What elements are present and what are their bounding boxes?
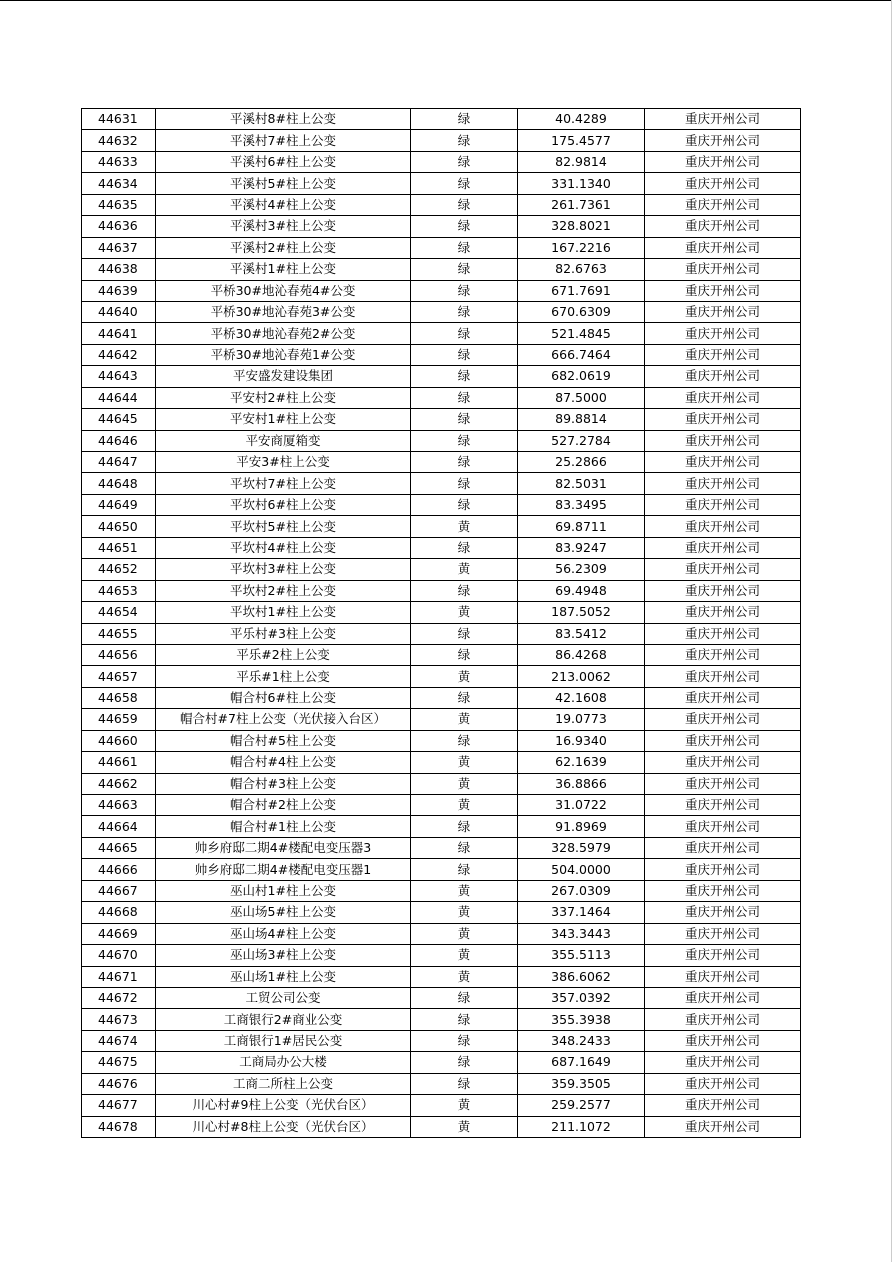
status-color-cell: 绿 bbox=[411, 301, 518, 322]
table-row bbox=[82, 430, 801, 451]
page-top-border bbox=[0, 0, 892, 1]
status-color-cell: 黄 bbox=[411, 602, 518, 623]
table-body bbox=[82, 109, 801, 1138]
table-row bbox=[82, 966, 801, 987]
transformer-name-cell: 巫山场1#柱上公变 bbox=[156, 966, 411, 987]
status-color-cell: 黄 bbox=[411, 795, 518, 816]
value-cell: 42.1608 bbox=[518, 687, 645, 708]
status-color-cell: 绿 bbox=[411, 644, 518, 665]
company-cell: 重庆开州公司 bbox=[645, 709, 801, 730]
transformer-name-cell: 平乐#2柱上公变 bbox=[156, 644, 411, 665]
company-cell: 重庆开州公司 bbox=[645, 580, 801, 601]
transformer-name-cell: 平溪村3#柱上公变 bbox=[156, 216, 411, 237]
value-cell: 175.4577 bbox=[518, 130, 645, 151]
table-row bbox=[82, 151, 801, 172]
status-color-cell: 绿 bbox=[411, 194, 518, 215]
value-cell: 348.2433 bbox=[518, 1030, 645, 1051]
row-id-cell: 44641 bbox=[82, 323, 156, 344]
table-row bbox=[82, 1030, 801, 1051]
value-cell: 87.5000 bbox=[518, 387, 645, 408]
company-cell: 重庆开州公司 bbox=[645, 301, 801, 322]
transformer-name-cell: 帅乡府邸二期4#楼配电变压器1 bbox=[156, 859, 411, 880]
transformer-name-cell: 平溪村6#柱上公变 bbox=[156, 151, 411, 172]
company-cell: 重庆开州公司 bbox=[645, 280, 801, 301]
table-row bbox=[82, 709, 801, 730]
row-id-cell: 44671 bbox=[82, 966, 156, 987]
table-row bbox=[82, 280, 801, 301]
row-id-cell: 44660 bbox=[82, 730, 156, 751]
value-cell: 355.5113 bbox=[518, 945, 645, 966]
company-cell: 重庆开州公司 bbox=[645, 559, 801, 580]
table-row bbox=[82, 795, 801, 816]
company-cell: 重庆开州公司 bbox=[645, 430, 801, 451]
row-id-cell: 44632 bbox=[82, 130, 156, 151]
table-row bbox=[82, 237, 801, 258]
company-cell: 重庆开州公司 bbox=[645, 987, 801, 1008]
company-cell: 重庆开州公司 bbox=[645, 623, 801, 644]
table-row bbox=[82, 387, 801, 408]
status-color-cell: 绿 bbox=[411, 323, 518, 344]
company-cell: 重庆开州公司 bbox=[645, 773, 801, 794]
transformer-name-cell: 平乐村#3柱上公变 bbox=[156, 623, 411, 644]
value-cell: 211.1072 bbox=[518, 1116, 645, 1137]
status-color-cell: 黄 bbox=[411, 880, 518, 901]
table-row bbox=[82, 409, 801, 430]
company-cell: 重庆开州公司 bbox=[645, 366, 801, 387]
transformer-name-cell: 平安村2#柱上公变 bbox=[156, 387, 411, 408]
status-color-cell: 绿 bbox=[411, 237, 518, 258]
status-color-cell: 绿 bbox=[411, 687, 518, 708]
row-id-cell: 44655 bbox=[82, 623, 156, 644]
table-row bbox=[82, 987, 801, 1008]
transformer-name-cell: 平乐#1柱上公变 bbox=[156, 666, 411, 687]
row-id-cell: 44678 bbox=[82, 1116, 156, 1137]
company-cell: 重庆开州公司 bbox=[645, 644, 801, 665]
company-cell: 重庆开州公司 bbox=[645, 859, 801, 880]
table-row bbox=[82, 580, 801, 601]
value-cell: 504.0000 bbox=[518, 859, 645, 880]
status-color-cell: 绿 bbox=[411, 987, 518, 1008]
transformer-name-cell: 帽合村6#柱上公变 bbox=[156, 687, 411, 708]
row-id-cell: 44662 bbox=[82, 773, 156, 794]
row-id-cell: 44653 bbox=[82, 580, 156, 601]
table-row bbox=[82, 837, 801, 858]
company-cell: 重庆开州公司 bbox=[645, 194, 801, 215]
transformer-name-cell: 帽合村#4柱上公变 bbox=[156, 752, 411, 773]
status-color-cell: 绿 bbox=[411, 1030, 518, 1051]
row-id-cell: 44638 bbox=[82, 259, 156, 280]
company-cell: 重庆开州公司 bbox=[645, 602, 801, 623]
status-color-cell: 绿 bbox=[411, 109, 518, 130]
row-id-cell: 44636 bbox=[82, 216, 156, 237]
row-id-cell: 44664 bbox=[82, 816, 156, 837]
company-cell: 重庆开州公司 bbox=[645, 1009, 801, 1030]
row-id-cell: 44661 bbox=[82, 752, 156, 773]
company-cell: 重庆开州公司 bbox=[645, 323, 801, 344]
company-cell: 重庆开州公司 bbox=[645, 1116, 801, 1137]
transformer-name-cell: 平安3#柱上公变 bbox=[156, 452, 411, 473]
row-id-cell: 44642 bbox=[82, 344, 156, 365]
transformer-name-cell: 川心村#8柱上公变（光伏台区） bbox=[156, 1116, 411, 1137]
company-cell: 重庆开州公司 bbox=[645, 795, 801, 816]
table-row bbox=[82, 773, 801, 794]
value-cell: 187.5052 bbox=[518, 602, 645, 623]
status-color-cell: 绿 bbox=[411, 130, 518, 151]
transformer-name-cell: 平坎村3#柱上公变 bbox=[156, 559, 411, 580]
row-id-cell: 44667 bbox=[82, 880, 156, 901]
transformer-name-cell: 平溪村1#柱上公变 bbox=[156, 259, 411, 280]
row-id-cell: 44659 bbox=[82, 709, 156, 730]
row-id-cell: 44634 bbox=[82, 173, 156, 194]
company-cell: 重庆开州公司 bbox=[645, 130, 801, 151]
row-id-cell: 44645 bbox=[82, 409, 156, 430]
value-cell: 82.6763 bbox=[518, 259, 645, 280]
transformer-name-cell: 帽合村#2柱上公变 bbox=[156, 795, 411, 816]
transformer-name-cell: 平桥30#地沁春苑1#公变 bbox=[156, 344, 411, 365]
transformer-name-cell: 帽合村#3柱上公变 bbox=[156, 773, 411, 794]
value-cell: 89.8814 bbox=[518, 409, 645, 430]
company-cell: 重庆开州公司 bbox=[645, 151, 801, 172]
company-cell: 重庆开州公司 bbox=[645, 409, 801, 430]
company-cell: 重庆开州公司 bbox=[645, 259, 801, 280]
value-cell: 25.2866 bbox=[518, 452, 645, 473]
company-cell: 重庆开州公司 bbox=[645, 516, 801, 537]
value-cell: 331.1340 bbox=[518, 173, 645, 194]
value-cell: 86.4268 bbox=[518, 644, 645, 665]
value-cell: 328.5979 bbox=[518, 837, 645, 858]
value-cell: 337.1464 bbox=[518, 902, 645, 923]
value-cell: 213.0062 bbox=[518, 666, 645, 687]
row-id-cell: 44647 bbox=[82, 452, 156, 473]
table-row bbox=[82, 216, 801, 237]
table-row bbox=[82, 602, 801, 623]
table-row bbox=[82, 687, 801, 708]
table-row bbox=[82, 1116, 801, 1137]
status-color-cell: 绿 bbox=[411, 151, 518, 172]
status-color-cell: 黄 bbox=[411, 666, 518, 687]
company-cell: 重庆开州公司 bbox=[645, 1073, 801, 1094]
transformer-name-cell: 工商银行1#居民公变 bbox=[156, 1030, 411, 1051]
status-color-cell: 绿 bbox=[411, 730, 518, 751]
row-id-cell: 44652 bbox=[82, 559, 156, 580]
value-cell: 91.8969 bbox=[518, 816, 645, 837]
table-row bbox=[82, 644, 801, 665]
transformer-name-cell: 工商银行2#商业公变 bbox=[156, 1009, 411, 1030]
transformer-name-cell: 平溪村5#柱上公变 bbox=[156, 173, 411, 194]
transformer-name-cell: 平桥30#地沁春苑3#公变 bbox=[156, 301, 411, 322]
value-cell: 259.2577 bbox=[518, 1095, 645, 1116]
value-cell: 261.7361 bbox=[518, 194, 645, 215]
table-row bbox=[82, 816, 801, 837]
status-color-cell: 绿 bbox=[411, 537, 518, 558]
transformer-name-cell: 平坎村2#柱上公变 bbox=[156, 580, 411, 601]
transformer-name-cell: 巫山村1#柱上公变 bbox=[156, 880, 411, 901]
company-cell: 重庆开州公司 bbox=[645, 1095, 801, 1116]
value-cell: 386.6062 bbox=[518, 966, 645, 987]
table-row bbox=[82, 559, 801, 580]
table-row bbox=[82, 494, 801, 515]
status-color-cell: 黄 bbox=[411, 709, 518, 730]
company-cell: 重庆开州公司 bbox=[645, 902, 801, 923]
transformer-name-cell: 平坎村1#柱上公变 bbox=[156, 602, 411, 623]
row-id-cell: 44646 bbox=[82, 430, 156, 451]
value-cell: 167.2216 bbox=[518, 237, 645, 258]
status-color-cell: 黄 bbox=[411, 1095, 518, 1116]
row-id-cell: 44650 bbox=[82, 516, 156, 537]
company-cell: 重庆开州公司 bbox=[645, 237, 801, 258]
value-cell: 36.8866 bbox=[518, 773, 645, 794]
table-row bbox=[82, 752, 801, 773]
table-row bbox=[82, 730, 801, 751]
value-cell: 69.4948 bbox=[518, 580, 645, 601]
table-row bbox=[82, 323, 801, 344]
value-cell: 56.2309 bbox=[518, 559, 645, 580]
value-cell: 83.9247 bbox=[518, 537, 645, 558]
company-cell: 重庆开州公司 bbox=[645, 109, 801, 130]
table-row bbox=[82, 859, 801, 880]
value-cell: 83.5412 bbox=[518, 623, 645, 644]
table-row bbox=[82, 923, 801, 944]
transformer-name-cell: 平溪村7#柱上公变 bbox=[156, 130, 411, 151]
value-cell: 670.6309 bbox=[518, 301, 645, 322]
status-color-cell: 黄 bbox=[411, 752, 518, 773]
company-cell: 重庆开州公司 bbox=[645, 387, 801, 408]
status-color-cell: 绿 bbox=[411, 259, 518, 280]
row-id-cell: 44631 bbox=[82, 109, 156, 130]
transformer-name-cell: 川心村#9柱上公变（光伏台区） bbox=[156, 1095, 411, 1116]
value-cell: 62.1639 bbox=[518, 752, 645, 773]
transformer-name-cell: 工商二所柱上公变 bbox=[156, 1073, 411, 1094]
company-cell: 重庆开州公司 bbox=[645, 173, 801, 194]
value-cell: 521.4845 bbox=[518, 323, 645, 344]
transformer-name-cell: 平溪村2#柱上公变 bbox=[156, 237, 411, 258]
status-color-cell: 绿 bbox=[411, 837, 518, 858]
status-color-cell: 黄 bbox=[411, 559, 518, 580]
table-row bbox=[82, 473, 801, 494]
table-row bbox=[82, 1073, 801, 1094]
table-row bbox=[82, 666, 801, 687]
company-cell: 重庆开州公司 bbox=[645, 923, 801, 944]
company-cell: 重庆开州公司 bbox=[645, 880, 801, 901]
company-cell: 重庆开州公司 bbox=[645, 1030, 801, 1051]
table-row bbox=[82, 173, 801, 194]
data-table bbox=[81, 108, 801, 1138]
table-row bbox=[82, 301, 801, 322]
transformer-name-cell: 帽合村#1柱上公变 bbox=[156, 816, 411, 837]
status-color-cell: 绿 bbox=[411, 1009, 518, 1030]
row-id-cell: 44644 bbox=[82, 387, 156, 408]
status-color-cell: 绿 bbox=[411, 216, 518, 237]
row-id-cell: 44669 bbox=[82, 923, 156, 944]
value-cell: 343.3443 bbox=[518, 923, 645, 944]
table-row bbox=[82, 344, 801, 365]
table-row bbox=[82, 516, 801, 537]
row-id-cell: 44666 bbox=[82, 859, 156, 880]
row-id-cell: 44656 bbox=[82, 644, 156, 665]
table-row bbox=[82, 366, 801, 387]
status-color-cell: 绿 bbox=[411, 280, 518, 301]
value-cell: 328.8021 bbox=[518, 216, 645, 237]
company-cell: 重庆开州公司 bbox=[645, 537, 801, 558]
transformer-name-cell: 帽合村#7柱上公变（光伏接入台区） bbox=[156, 709, 411, 730]
row-id-cell: 44651 bbox=[82, 537, 156, 558]
value-cell: 527.2784 bbox=[518, 430, 645, 451]
table-row bbox=[82, 194, 801, 215]
transformer-name-cell: 平溪村4#柱上公变 bbox=[156, 194, 411, 215]
row-id-cell: 44668 bbox=[82, 902, 156, 923]
status-color-cell: 绿 bbox=[411, 1073, 518, 1094]
table-row bbox=[82, 452, 801, 473]
transformer-name-cell: 平安盛发建设集团 bbox=[156, 366, 411, 387]
status-color-cell: 绿 bbox=[411, 816, 518, 837]
company-cell: 重庆开州公司 bbox=[645, 730, 801, 751]
company-cell: 重庆开州公司 bbox=[645, 344, 801, 365]
status-color-cell: 绿 bbox=[411, 173, 518, 194]
value-cell: 357.0392 bbox=[518, 987, 645, 1008]
status-color-cell: 绿 bbox=[411, 473, 518, 494]
table-row bbox=[82, 259, 801, 280]
company-cell: 重庆开州公司 bbox=[645, 945, 801, 966]
row-id-cell: 44672 bbox=[82, 987, 156, 1008]
value-cell: 40.4289 bbox=[518, 109, 645, 130]
company-cell: 重庆开州公司 bbox=[645, 473, 801, 494]
value-cell: 355.3938 bbox=[518, 1009, 645, 1030]
transformer-name-cell: 帅乡府邸二期4#楼配电变压器3 bbox=[156, 837, 411, 858]
value-cell: 83.3495 bbox=[518, 494, 645, 515]
status-color-cell: 绿 bbox=[411, 387, 518, 408]
table-row bbox=[82, 537, 801, 558]
table-row bbox=[82, 109, 801, 130]
transformer-name-cell: 平坎村5#柱上公变 bbox=[156, 516, 411, 537]
row-id-cell: 44639 bbox=[82, 280, 156, 301]
transformer-name-cell: 平桥30#地沁春苑2#公变 bbox=[156, 323, 411, 344]
row-id-cell: 44665 bbox=[82, 837, 156, 858]
status-color-cell: 黄 bbox=[411, 923, 518, 944]
row-id-cell: 44648 bbox=[82, 473, 156, 494]
company-cell: 重庆开州公司 bbox=[645, 966, 801, 987]
value-cell: 687.1649 bbox=[518, 1052, 645, 1073]
transformer-name-cell: 巫山场3#柱上公变 bbox=[156, 945, 411, 966]
company-cell: 重庆开州公司 bbox=[645, 494, 801, 515]
transformer-name-cell: 平桥30#地沁春苑4#公变 bbox=[156, 280, 411, 301]
value-cell: 16.9340 bbox=[518, 730, 645, 751]
company-cell: 重庆开州公司 bbox=[645, 687, 801, 708]
table-row bbox=[82, 1095, 801, 1116]
status-color-cell: 黄 bbox=[411, 902, 518, 923]
row-id-cell: 44640 bbox=[82, 301, 156, 322]
status-color-cell: 黄 bbox=[411, 966, 518, 987]
status-color-cell: 黄 bbox=[411, 516, 518, 537]
status-color-cell: 绿 bbox=[411, 430, 518, 451]
value-cell: 682.0619 bbox=[518, 366, 645, 387]
company-cell: 重庆开州公司 bbox=[645, 752, 801, 773]
status-color-cell: 绿 bbox=[411, 859, 518, 880]
table-row bbox=[82, 130, 801, 151]
transformer-name-cell: 工商局办公大楼 bbox=[156, 1052, 411, 1073]
row-id-cell: 44649 bbox=[82, 494, 156, 515]
row-id-cell: 44674 bbox=[82, 1030, 156, 1051]
company-cell: 重庆开州公司 bbox=[645, 1052, 801, 1073]
status-color-cell: 绿 bbox=[411, 409, 518, 430]
row-id-cell: 44675 bbox=[82, 1052, 156, 1073]
value-cell: 69.8711 bbox=[518, 516, 645, 537]
row-id-cell: 44670 bbox=[82, 945, 156, 966]
row-id-cell: 44677 bbox=[82, 1095, 156, 1116]
row-id-cell: 44643 bbox=[82, 366, 156, 387]
status-color-cell: 绿 bbox=[411, 494, 518, 515]
row-id-cell: 44654 bbox=[82, 602, 156, 623]
row-id-cell: 44658 bbox=[82, 687, 156, 708]
row-id-cell: 44657 bbox=[82, 666, 156, 687]
company-cell: 重庆开州公司 bbox=[645, 452, 801, 473]
transformer-name-cell: 平坎村6#柱上公变 bbox=[156, 494, 411, 515]
row-id-cell: 44676 bbox=[82, 1073, 156, 1094]
transformer-name-cell: 平安村1#柱上公变 bbox=[156, 409, 411, 430]
status-color-cell: 绿 bbox=[411, 366, 518, 387]
status-color-cell: 绿 bbox=[411, 1052, 518, 1073]
company-cell: 重庆开州公司 bbox=[645, 816, 801, 837]
status-color-cell: 黄 bbox=[411, 773, 518, 794]
transformer-name-cell: 工贸公司公变 bbox=[156, 987, 411, 1008]
status-color-cell: 黄 bbox=[411, 945, 518, 966]
transformer-name-cell: 巫山场4#柱上公变 bbox=[156, 923, 411, 944]
status-color-cell: 绿 bbox=[411, 623, 518, 644]
transformer-name-cell: 平溪村8#柱上公变 bbox=[156, 109, 411, 130]
transformer-name-cell: 平安商厦箱变 bbox=[156, 430, 411, 451]
transformer-name-cell: 平坎村4#柱上公变 bbox=[156, 537, 411, 558]
value-cell: 82.5031 bbox=[518, 473, 645, 494]
table-row bbox=[82, 902, 801, 923]
row-id-cell: 44633 bbox=[82, 151, 156, 172]
status-color-cell: 绿 bbox=[411, 344, 518, 365]
table-row bbox=[82, 880, 801, 901]
company-cell: 重庆开州公司 bbox=[645, 837, 801, 858]
status-color-cell: 绿 bbox=[411, 452, 518, 473]
row-id-cell: 44637 bbox=[82, 237, 156, 258]
row-id-cell: 44673 bbox=[82, 1009, 156, 1030]
value-cell: 671.7691 bbox=[518, 280, 645, 301]
transformer-name-cell: 帽合村#5柱上公变 bbox=[156, 730, 411, 751]
company-cell: 重庆开州公司 bbox=[645, 666, 801, 687]
table-row bbox=[82, 1009, 801, 1030]
company-cell: 重庆开州公司 bbox=[645, 216, 801, 237]
transformer-name-cell: 巫山场5#柱上公变 bbox=[156, 902, 411, 923]
row-id-cell: 44635 bbox=[82, 194, 156, 215]
value-cell: 19.0773 bbox=[518, 709, 645, 730]
transformer-name-cell: 平坎村7#柱上公变 bbox=[156, 473, 411, 494]
table-row bbox=[82, 623, 801, 644]
value-cell: 666.7464 bbox=[518, 344, 645, 365]
status-color-cell: 黄 bbox=[411, 1116, 518, 1137]
value-cell: 31.0722 bbox=[518, 795, 645, 816]
value-cell: 359.3505 bbox=[518, 1073, 645, 1094]
value-cell: 82.9814 bbox=[518, 151, 645, 172]
value-cell: 267.0309 bbox=[518, 880, 645, 901]
table-row bbox=[82, 1052, 801, 1073]
row-id-cell: 44663 bbox=[82, 795, 156, 816]
table-row bbox=[82, 945, 801, 966]
status-color-cell: 绿 bbox=[411, 580, 518, 601]
